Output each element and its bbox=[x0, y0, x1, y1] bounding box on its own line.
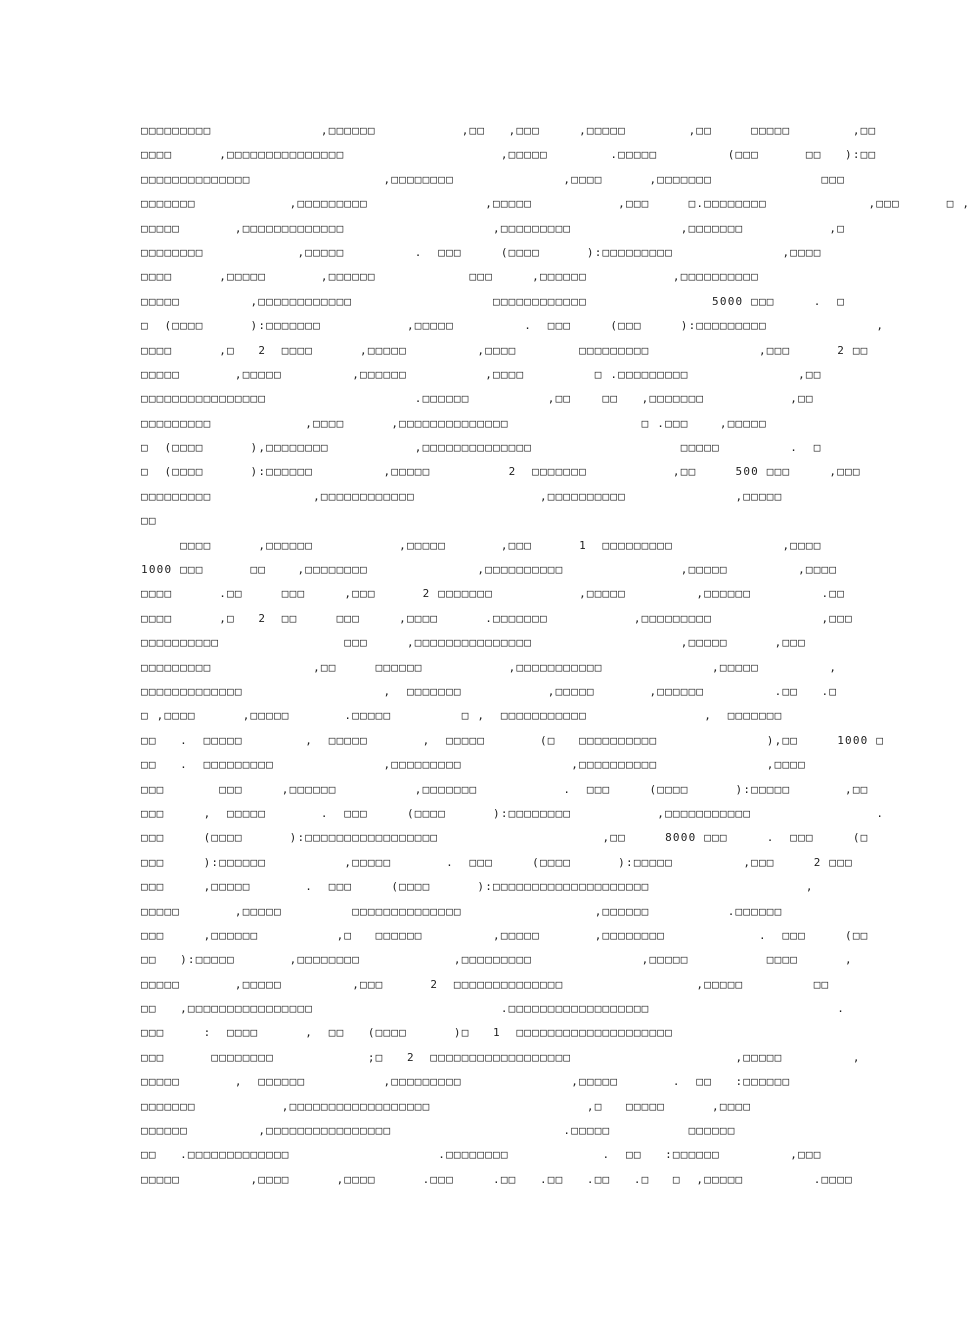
text-line: □ (□□□□ ):□□□□□□□ ,□□□□□ . □□□ (□□□ ):□□□□□□□□□ , bbox=[141, 319, 885, 333]
text-line: □□□□□ ,□□□□□□□□□□□□□ ,□□□□□□□□□ ,□□□□□□□ ,□ bbox=[141, 221, 846, 235]
text-line: □□□ (□□□□ ):□□□□□□□□□□□□□□□□□ ,□□ 8000 □□□ . □□□ (□ bbox=[141, 831, 869, 845]
text-line: □□□□ ,□ 2 □□ □□□ ,□□□□ .□□□□□□□ ,□□□□□□□□□ ,□□□ bbox=[141, 611, 853, 625]
text-line: □□□□□ ,□□□□□ ,□□□ 2 □□□□□□□□□□□□□□ ,□□□□□ □□ bbox=[141, 977, 830, 991]
text-line: □□□□□□□□□□ □□□ ,□□□□□□□□□□□□□□□ ,□□□□□ ,□□□ bbox=[141, 636, 806, 650]
text-line: □□ bbox=[141, 514, 157, 528]
text-line: □□□ ,□□□□□□ ,□ □□□□□□ ,□□□□□ ,□□□□□□□□ . □□□ (□□ bbox=[141, 928, 869, 942]
text-line: □□ ):□□□□□ ,□□□□□□□□ ,□□□□□□□□□ ,□□□□□ □□□□ , bbox=[141, 953, 853, 967]
text-line: □ (□□□□ ):□□□□□□ ,□□□□□ 2 □□□□□□□ ,□□ 500 □□□ ,□□□ bbox=[141, 465, 861, 479]
body-text bbox=[141, 119, 970, 1192]
text-line: □□□□ ,□□□□□□ ,□□□□□ ,□□□ 1 □□□□□□□□□ ,□□□□ bbox=[141, 538, 822, 552]
text-line: □□□□□□□□ ,□□□□□ . □□□ (□□□□ ):□□□□□□□□□ ,□□□□ bbox=[141, 245, 822, 259]
text-line: □□□ : □□□□ , □□ (□□□□ )□ 1 □□□□□□□□□□□□□□□□□□□□ bbox=[141, 1026, 673, 1040]
text-line: □□□□□ ,□□□□□ □□□□□□□□□□□□□□ ,□□□□□□ .□□□□□□ bbox=[141, 904, 783, 918]
text-line: □□□ □□□□□□□□ ;□ 2 □□□□□□□□□□□□□□□□□□ ,□□□□□ , bbox=[141, 1050, 861, 1064]
text-line: □□□□□ ,□□□□ ,□□□□ .□□□ .□□ .□□ .□□ .□ □ ,□□□□□ .□□□□ bbox=[141, 1172, 853, 1186]
text-line: □□□□ ,□□□□□□□□□□□□□□□ ,□□□□□ .□□□□□ (□□□ □□ ):□□ bbox=[141, 148, 877, 162]
text-line: □□□□□□□ ,□□□□□□□□□ ,□□□□□ ,□□□ □.□□□□□□□□ ,□□□ □ , bbox=[141, 197, 970, 211]
text-line: □□ .□□□□□□□□□□□□□ .□□□□□□□□ . □□ :□□□□□□ ,□□□ bbox=[141, 1148, 822, 1162]
text-line: □□□□□ ,□□□□□□□□□□□□ □□□□□□□□□□□□ 5000 □□□ . □ bbox=[141, 294, 846, 308]
text-line: □□□□□□□□□□□□□□□□ .□□□□□□ ,□□ □□ ,□□□□□□□ ,□□ bbox=[141, 392, 814, 406]
text-line: □□□□□□ ,□□□□□□□□□□□□□□□□ .□□□□□ □□□□□□ bbox=[141, 1124, 736, 1138]
text-line: □□□ □□□ ,□□□□□□ ,□□□□□□□ . □□□ (□□□□ ):□□□□□ ,□□ bbox=[141, 782, 869, 796]
text-line: □□□ ,□□□□□ . □□□ (□□□□ ):□□□□□□□□□□□□□□□□□□□□ , bbox=[141, 880, 814, 894]
text-line: □□□ , □□□□□ . □□□ (□□□□ ):□□□□□□□□ ,□□□□□□□□□□□ . bbox=[141, 806, 885, 820]
text-line: □ (□□□□ ),□□□□□□□□ ,□□□□□□□□□□□□□□ □□□□□ . □ bbox=[141, 441, 822, 455]
text-line: □□□□□□□□□ ,□□ □□□□□□ ,□□□□□□□□□□□ ,□□□□□ , bbox=[141, 660, 838, 674]
text-line: □□ ,□□□□□□□□□□□□□□□□ .□□□□□□□□□□□□□□□□□□ . bbox=[141, 1002, 846, 1016]
text-line: □□□ ):□□□□□□ ,□□□□□ . □□□ (□□□□ ):□□□□□ ,□□□ 2 □□□ bbox=[141, 855, 853, 869]
text-line: 1000 □□□ □□ ,□□□□□□□□ ,□□□□□□□□□□ ,□□□□□ ,□□□□ bbox=[141, 563, 838, 577]
text-line: □□□□□ ,□□□□□ ,□□□□□□ ,□□□□ □ .□□□□□□□□□ ,□□ bbox=[141, 367, 822, 381]
text-line: □□□□□□□□□□□□□□ ,□□□□□□□□ ,□□□□ ,□□□□□□□ □□□ bbox=[141, 172, 846, 186]
text-line: □□□□ .□□ □□□ ,□□□ 2 □□□□□□□ ,□□□□□ ,□□□□□□ .□□ bbox=[141, 587, 846, 601]
text-line: □ ,□□□□ ,□□□□□ .□□□□□ □ , □□□□□□□□□□□ , □□□□□□□ bbox=[141, 709, 783, 723]
text-line: □□□□□□□□□□□□□ , □□□□□□□ ,□□□□□ ,□□□□□□ .□□ .□ bbox=[141, 684, 838, 698]
text-line: □□□□□□□□□ ,□□□□ ,□□□□□□□□□□□□□□ □ .□□□ ,□□□□□ bbox=[141, 416, 767, 430]
text-line: □□ . □□□□□ , □□□□□ , □□□□□ (□ □□□□□□□□□□ ),□□ 1000 □ bbox=[141, 733, 885, 747]
text-line: □□□□□□□□□ ,□□□□□□ ,□□ ,□□□ ,□□□□□ ,□□ □□□□□ ,□□ bbox=[141, 124, 877, 137]
text-line: □□□□ ,□ 2 □□□□ ,□□□□□ ,□□□□ □□□□□□□□□ ,□□□ 2 □□ bbox=[141, 343, 869, 357]
text-line: □□□□□ , □□□□□□ ,□□□□□□□□□ ,□□□□□ . □□ :□□□□□□ bbox=[141, 1075, 791, 1089]
text-line: □□□□□□□ ,□□□□□□□□□□□□□□□□□□ ,□ □□□□□ ,□□□□ bbox=[141, 1099, 752, 1113]
text-line: □□ . □□□□□□□□□ ,□□□□□□□□□ ,□□□□□□□□□□ ,□□□□ bbox=[141, 758, 806, 772]
text-line: □□□□□□□□□ ,□□□□□□□□□□□□ ,□□□□□□□□□□ ,□□□□□ bbox=[141, 489, 783, 503]
text-line: □□□□ ,□□□□□ ,□□□□□□ □□□ ,□□□□□□ ,□□□□□□□□□□ bbox=[141, 270, 759, 284]
